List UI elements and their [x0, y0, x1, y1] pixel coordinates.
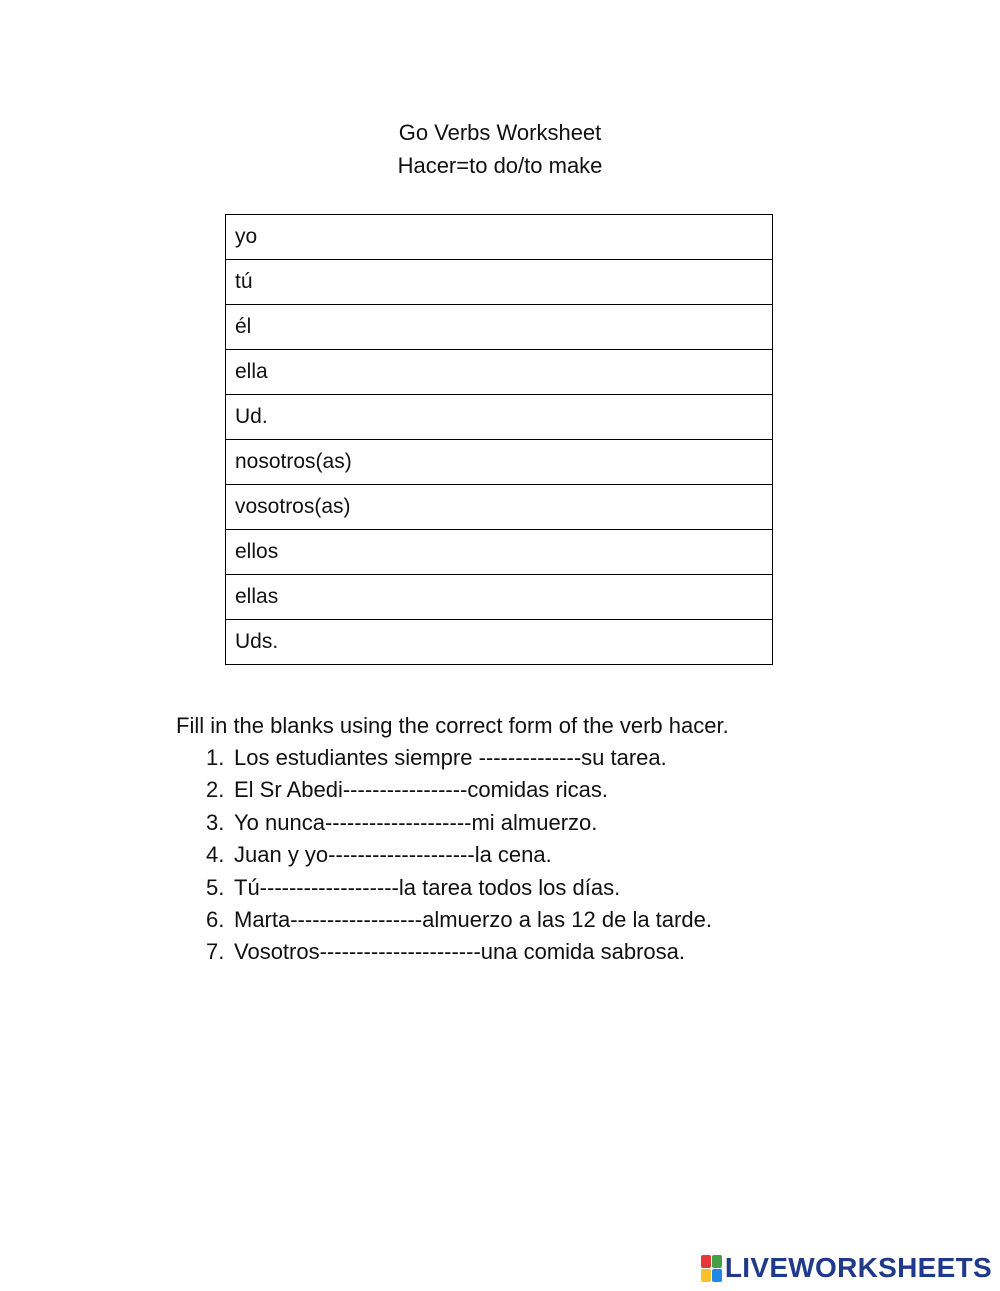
list-item: [198, 742, 712, 774]
item-number: 1.: [206, 745, 225, 770]
worksheet-title: Go Verbs Worksheet: [398, 120, 602, 145]
list-item: [198, 936, 712, 968]
pronoun-cell: ellas: [226, 575, 773, 620]
item-number: 5.: [206, 874, 225, 900]
table-row: [226, 260, 773, 305]
item-sentence: Tú-------------------la tarea todos los días.: [234, 874, 621, 900]
pronoun-cell: tú: [226, 260, 773, 305]
item-number: 7.: [206, 939, 225, 965]
list-item: [198, 807, 712, 839]
table-row: [226, 530, 773, 575]
table-row: [226, 350, 773, 395]
exercise-list: [198, 742, 712, 969]
pronoun-cell: ella: [226, 350, 773, 395]
worksheet-subtitle: Hacer=to do/to make: [397, 153, 603, 178]
pronoun-cell: Ud.: [226, 395, 773, 440]
item-number: 4.: [206, 842, 225, 868]
table-row: [226, 395, 773, 440]
item-sentence: Marta------------------almuerzo a las 12 de la tarde.: [234, 907, 712, 933]
table-row: [226, 485, 773, 530]
pronoun-cell: ellos: [226, 530, 773, 575]
item-sentence: Yo nunca--------------------mi almuerzo.: [234, 809, 598, 835]
item-sentence: Los estudiantes siempre --------------su tarea.: [234, 745, 667, 770]
worksheet-header: [0, 116, 1000, 182]
conjugation-table: [225, 214, 773, 665]
badge-square: [712, 1255, 722, 1268]
exercise-instructions: Fill in the blanks using the correct form of the verb hacer.: [176, 713, 729, 738]
pronoun-cell: vosotros(as): [226, 485, 773, 530]
item-number: 3.: [206, 809, 225, 835]
list-item: [198, 839, 712, 871]
badge-square: [712, 1269, 722, 1282]
list-item: [198, 872, 712, 904]
table-row: [226, 440, 773, 485]
item-number: 2.: [206, 777, 225, 803]
table-row: [226, 620, 773, 665]
list-item: [198, 774, 712, 806]
liveworksheets-logo: [701, 1253, 992, 1283]
badge-square: [701, 1255, 711, 1268]
badge-square: [701, 1269, 711, 1282]
table-row: [226, 215, 773, 260]
item-sentence: Juan y yo--------------------la cena.: [234, 842, 552, 868]
pronoun-cell: nosotros(as): [226, 440, 773, 485]
table-row: [226, 575, 773, 620]
pronoun-cell: él: [226, 305, 773, 350]
item-sentence: El Sr Abedi-----------------comidas ricas.: [234, 777, 608, 803]
list-item: [198, 904, 712, 936]
item-sentence: Vosotros----------------------una comida sabrosa.: [234, 939, 686, 965]
pronoun-cell: Uds.: [226, 620, 773, 665]
logo-badge-icon: [701, 1255, 722, 1282]
logo-wordmark: LIVEWORKSHEETS: [724, 1252, 992, 1283]
pronoun-cell: yo: [226, 215, 773, 260]
table-row: [226, 305, 773, 350]
item-number: 6.: [206, 907, 225, 933]
